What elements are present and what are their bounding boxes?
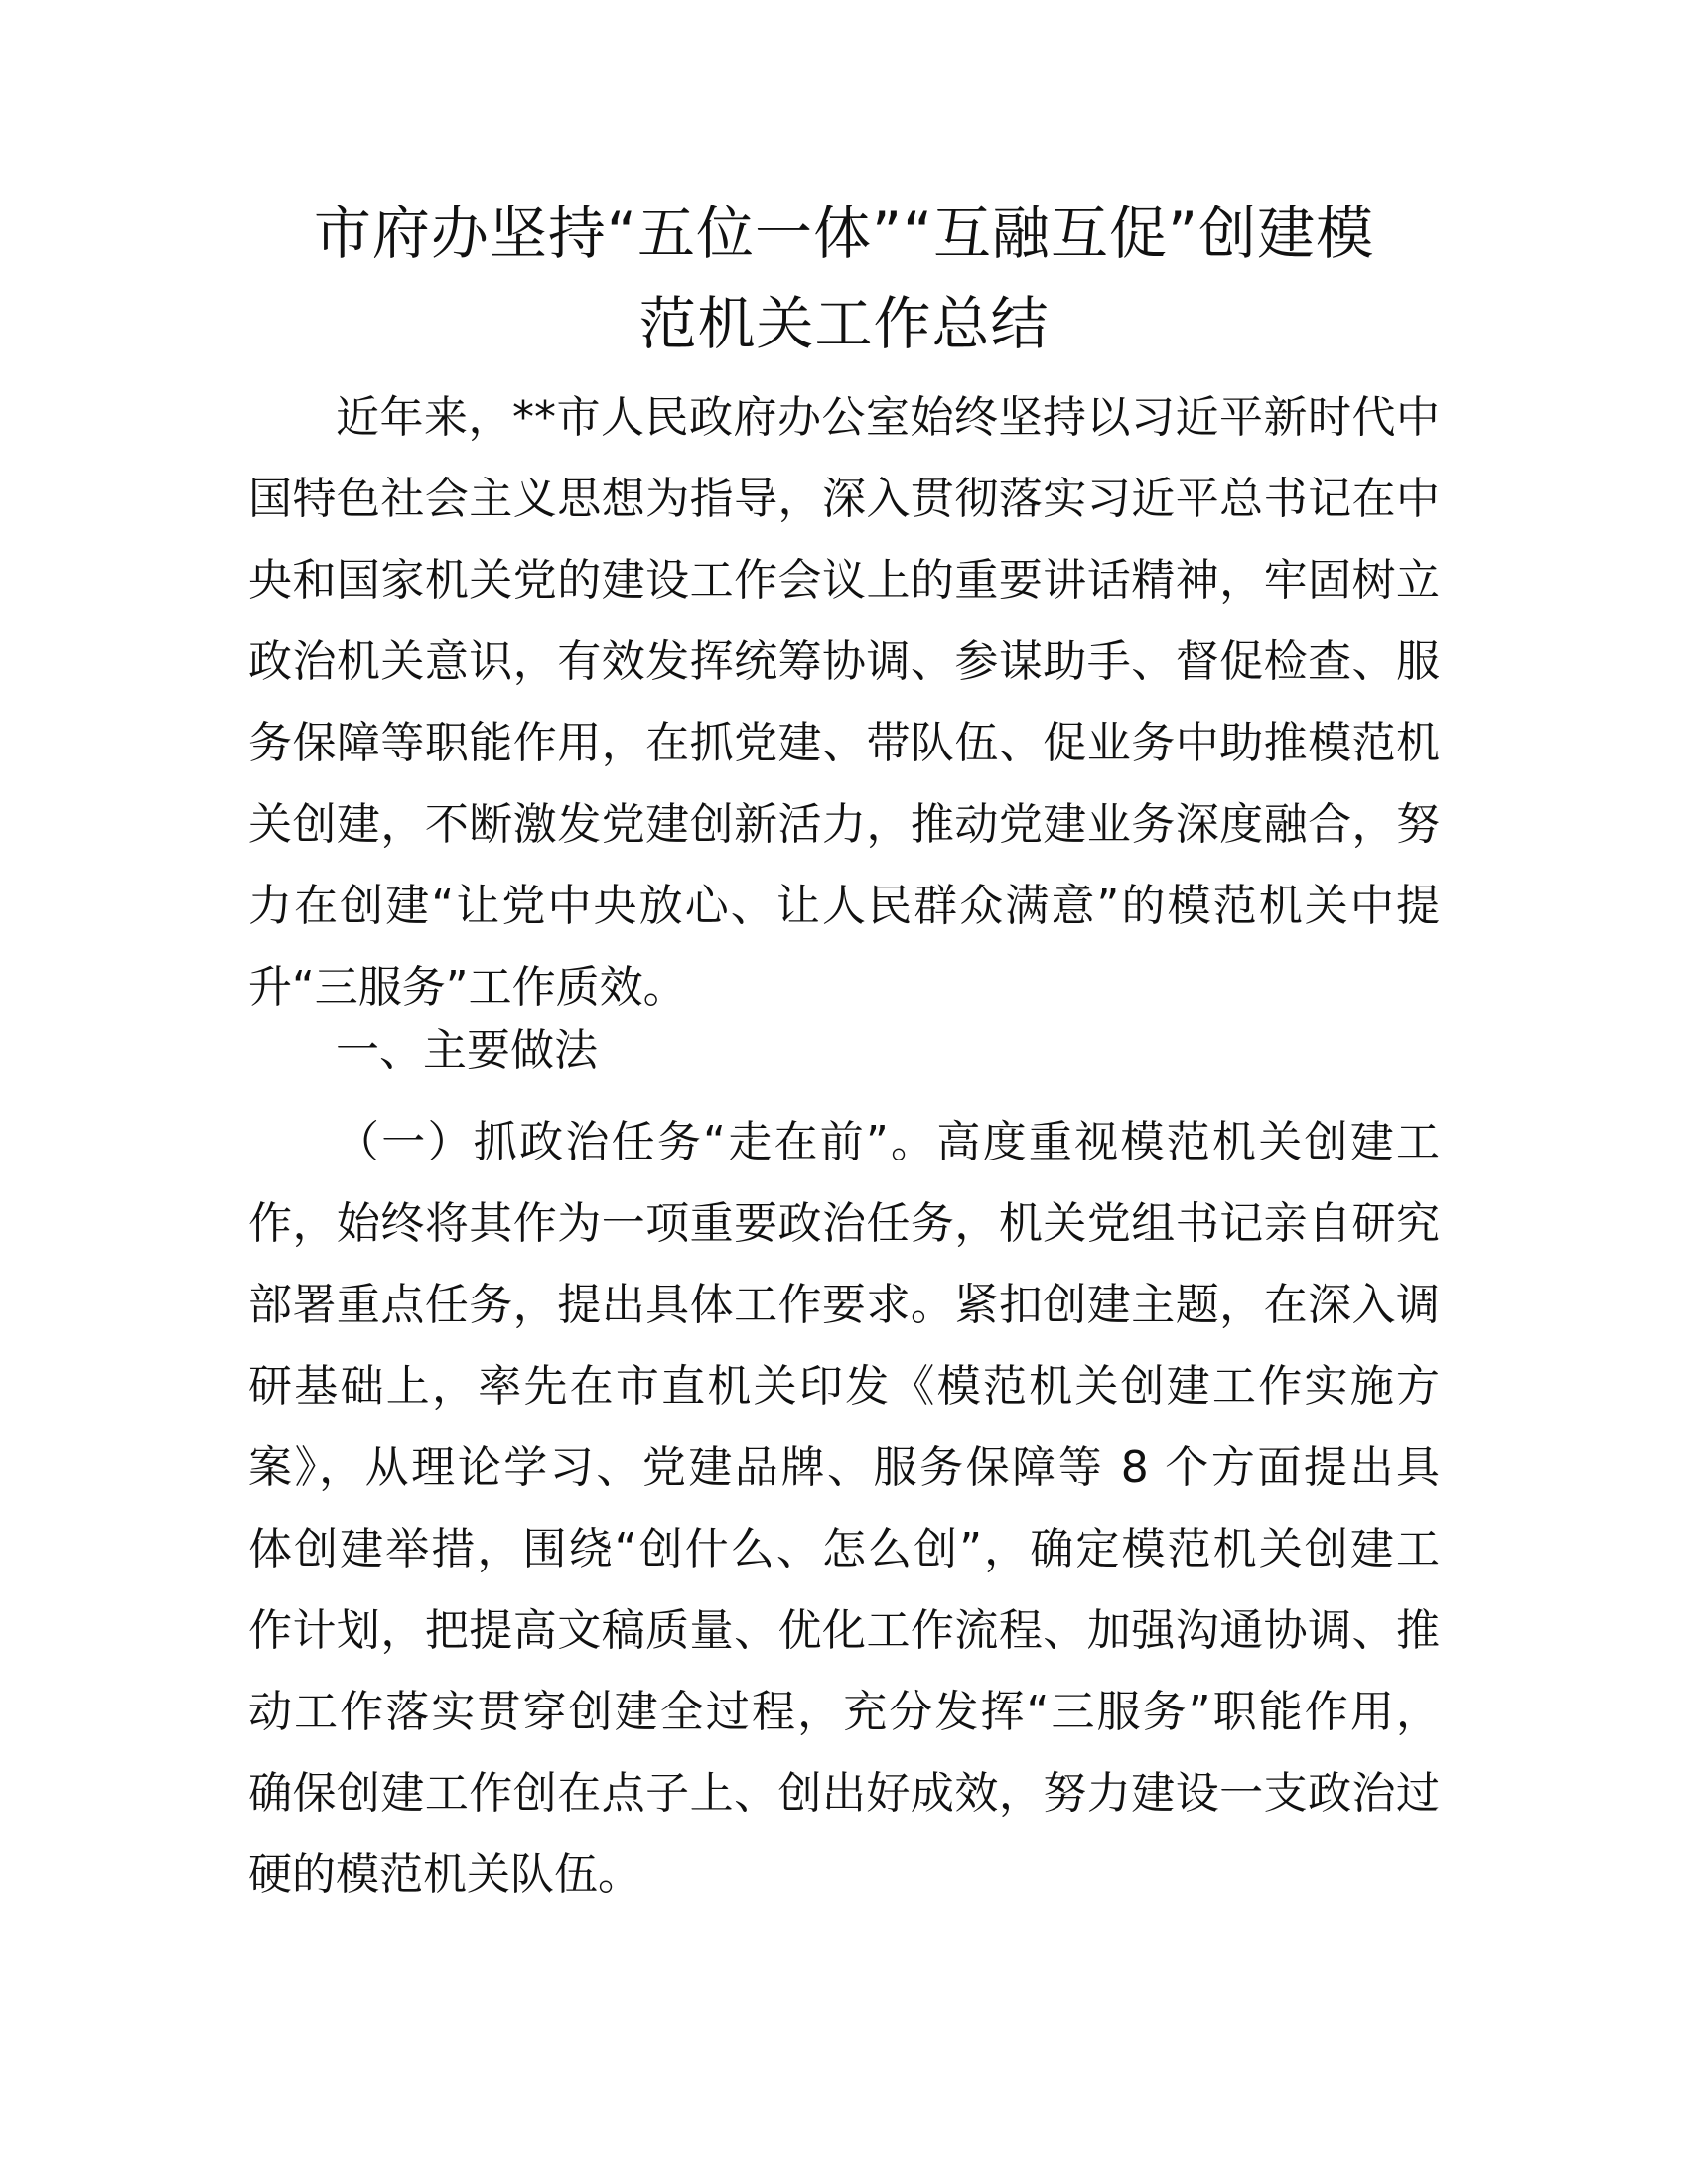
paragraph-line: 硬的模范机关队伍。 xyxy=(248,1849,641,1900)
paragraph-line: 近年来，**市人民政府办公室始终坚持以习近平新时代中 xyxy=(336,392,1440,443)
title-line: 市府办坚持“五位一体”“互融互促”创建模 xyxy=(313,200,1375,267)
paragraph-line: 力在创建“让党中央放心、让人民群众满意”的模范机关中提 xyxy=(248,881,1440,931)
paragraph-line: 务保障等职能作用，在抓党建、带队伍、促业务中助推模范机 xyxy=(248,718,1440,768)
intro-paragraph xyxy=(248,377,1440,1028)
paragraph-line: 作计划，把提高文稿质量、优化工作流程、加强沟通协调、推 xyxy=(248,1605,1440,1656)
paragraph-line: 作，始终将其作为一项重要政治任务，机关党组书记亲自研究 xyxy=(248,1198,1440,1249)
paragraph-line: 政治机关意识，有效发挥统筹协调、参谋助手、督促检查、服 xyxy=(248,636,1440,687)
paragraph-line: 研基础上，率先在市直机关印发《模范机关创建工作实施方 xyxy=(248,1361,1440,1412)
paragraph-line: 关创建，不断激发党建创新活力，推动党建业务深度融合，努 xyxy=(248,799,1440,850)
paragraph-line: 升“三服务”工作质效。 xyxy=(248,962,687,1013)
paragraph-line: 央和国家机关党的建设工作会议上的重要讲话精神，牢固树立 xyxy=(248,555,1440,606)
paragraph-line: 动工作落实贯穿创建全过程，充分发挥“三服务”职能作用， xyxy=(248,1687,1440,1737)
paragraph-line: 国特色社会主义思想为指导，深入贯彻落实习近平总书记在中 xyxy=(248,474,1440,524)
document-title xyxy=(248,189,1440,369)
paragraph-line: 确保创建工作创在点子上、创出好成效，努力建设一支政治过 xyxy=(248,1768,1440,1819)
paragraph-line: 部署重点任务，提出具体工作要求。紧扣创建主题，在深入调 xyxy=(248,1280,1440,1330)
paragraph-line: 案》，从理论学习、党建品牌、服务保障等 8 个方面提出具 xyxy=(248,1442,1440,1493)
section-1-paragraph xyxy=(248,1102,1440,1916)
title-line: 范机关工作总结 xyxy=(638,290,1050,357)
paragraph-line: 体创建举措，围绕“创什么、怎么创”，确定模范机关创建工 xyxy=(248,1524,1440,1574)
paragraph-line: （一）抓政治任务“走在前”。高度重视模范机关创建工 xyxy=(336,1117,1440,1167)
section-heading: 一、主要做法 xyxy=(336,1025,598,1076)
